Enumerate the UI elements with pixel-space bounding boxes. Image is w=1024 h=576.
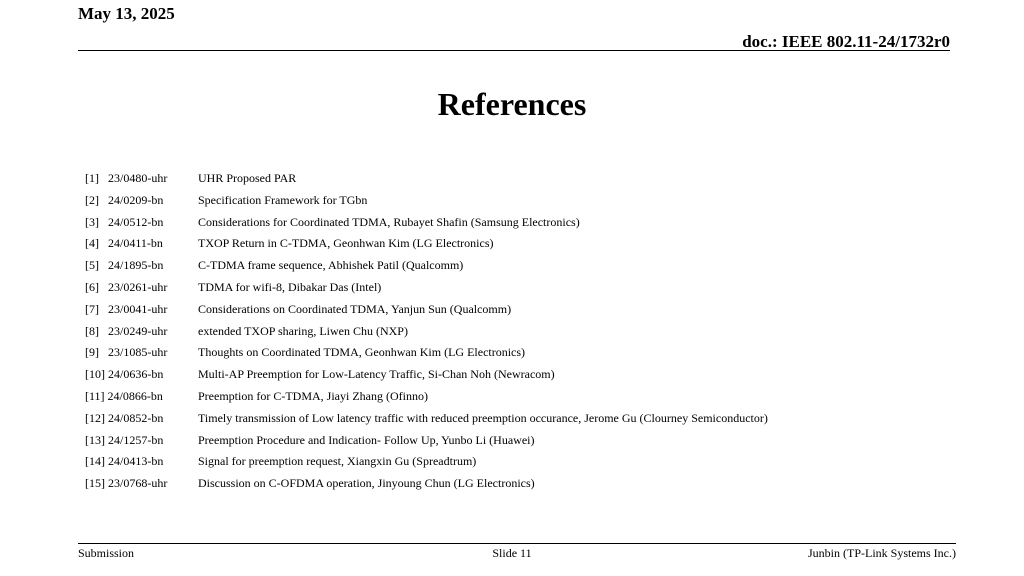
reference-item: [85, 364, 985, 386]
header-date: May 13, 2025: [78, 4, 175, 23]
reference-text: Discussion on C-OFDMA operation, Jinyoung Chun (LG Electronics): [198, 476, 535, 491]
reference-item: [85, 386, 985, 408]
reference-text: Considerations on Coordinated TDMA, Yanjun Sun (Qualcomm): [198, 301, 512, 316]
reference-list: [85, 168, 985, 495]
reference-id: [7] 23/0041-uhr: [85, 301, 168, 316]
reference-item: [85, 342, 985, 364]
reference-id: [6] 23/0261-uhr: [85, 279, 168, 294]
reference-item: [85, 190, 985, 212]
header-divider: [78, 50, 950, 51]
reference-id: [13] 24/1257-bn: [85, 432, 164, 447]
reference-text: Considerations for Coordinated TDMA, Rubayet Shafin (Samsung Electronics): [198, 214, 580, 229]
reference-item: [85, 473, 985, 495]
reference-id: [9] 23/1085-uhr: [85, 345, 168, 360]
reference-text: Timely transmission of Low latency traffic with reduced preemption occurance, Jerome Gu (Clourney Semiconductor): [198, 410, 768, 425]
reference-id: [3] 24/0512-bn: [85, 214, 164, 229]
reference-text: C-TDMA frame sequence, Abhishek Patil (Qualcomm): [198, 258, 464, 273]
footer-author: Junbin (TP-Link Systems Inc.): [808, 546, 956, 560]
reference-text: Thoughts on Coordinated TDMA, Geonhwan Kim (LG Electronics): [198, 345, 526, 360]
reference-id: [4] 24/0411-bn: [85, 236, 163, 251]
reference-item: [85, 277, 985, 299]
reference-id: [5] 24/1895-bn: [85, 258, 164, 273]
reference-item: [85, 255, 985, 277]
reference-id: [10] 24/0636-bn: [85, 367, 164, 382]
reference-text: Preemption Procedure and Indication- Follow Up, Yunbo Li (Huawei): [198, 432, 535, 447]
reference-id: [2] 24/0209-bn: [85, 192, 164, 207]
reference-item: [85, 168, 985, 190]
reference-text: Multi-AP Preemption for Low-Latency Traffic, Si-Chan Noh (Newracom): [198, 367, 555, 382]
reference-id: [1] 23/0480-uhr: [85, 171, 168, 185]
reference-item: [85, 451, 985, 473]
reference-item: [85, 299, 985, 321]
header-doc-id: doc.: IEEE 802.11-24/1732r0: [742, 32, 950, 51]
reference-id: [14] 24/0413-bn: [85, 454, 164, 469]
reference-text: Signal for preemption request, Xiangxin Gu (Spreadtrum): [198, 454, 477, 469]
footer-divider: [78, 543, 956, 544]
reference-text: TDMA for wifi-8, Dibakar Das (Intel): [198, 279, 382, 294]
reference-text: Specification Framework for TGbn: [198, 192, 368, 207]
reference-item: [85, 321, 985, 343]
slide-title: References: [437, 86, 587, 122]
reference-item: [85, 430, 985, 452]
reference-item: [85, 408, 985, 430]
reference-text: extended TXOP sharing, Liwen Chu (NXP): [198, 323, 408, 338]
footer-slide-number: Slide 11: [492, 546, 532, 560]
reference-item: [85, 212, 985, 234]
reference-id: [15] 23/0768-uhr: [85, 476, 168, 491]
footer-submission: Submission: [78, 546, 135, 560]
reference-text: Preemption for C-TDMA, Jiayi Zhang (Ofinno): [198, 388, 428, 403]
reference-id: [8] 23/0249-uhr: [85, 323, 168, 338]
reference-item: [85, 233, 985, 255]
reference-text: UHR Proposed PAR: [198, 171, 297, 185]
reference-id: [11] 24/0866-bn: [85, 388, 163, 403]
reference-id: [12] 24/0852-bn: [85, 410, 164, 425]
reference-text: TXOP Return in C-TDMA, Geonhwan Kim (LG Electronics): [198, 236, 494, 251]
